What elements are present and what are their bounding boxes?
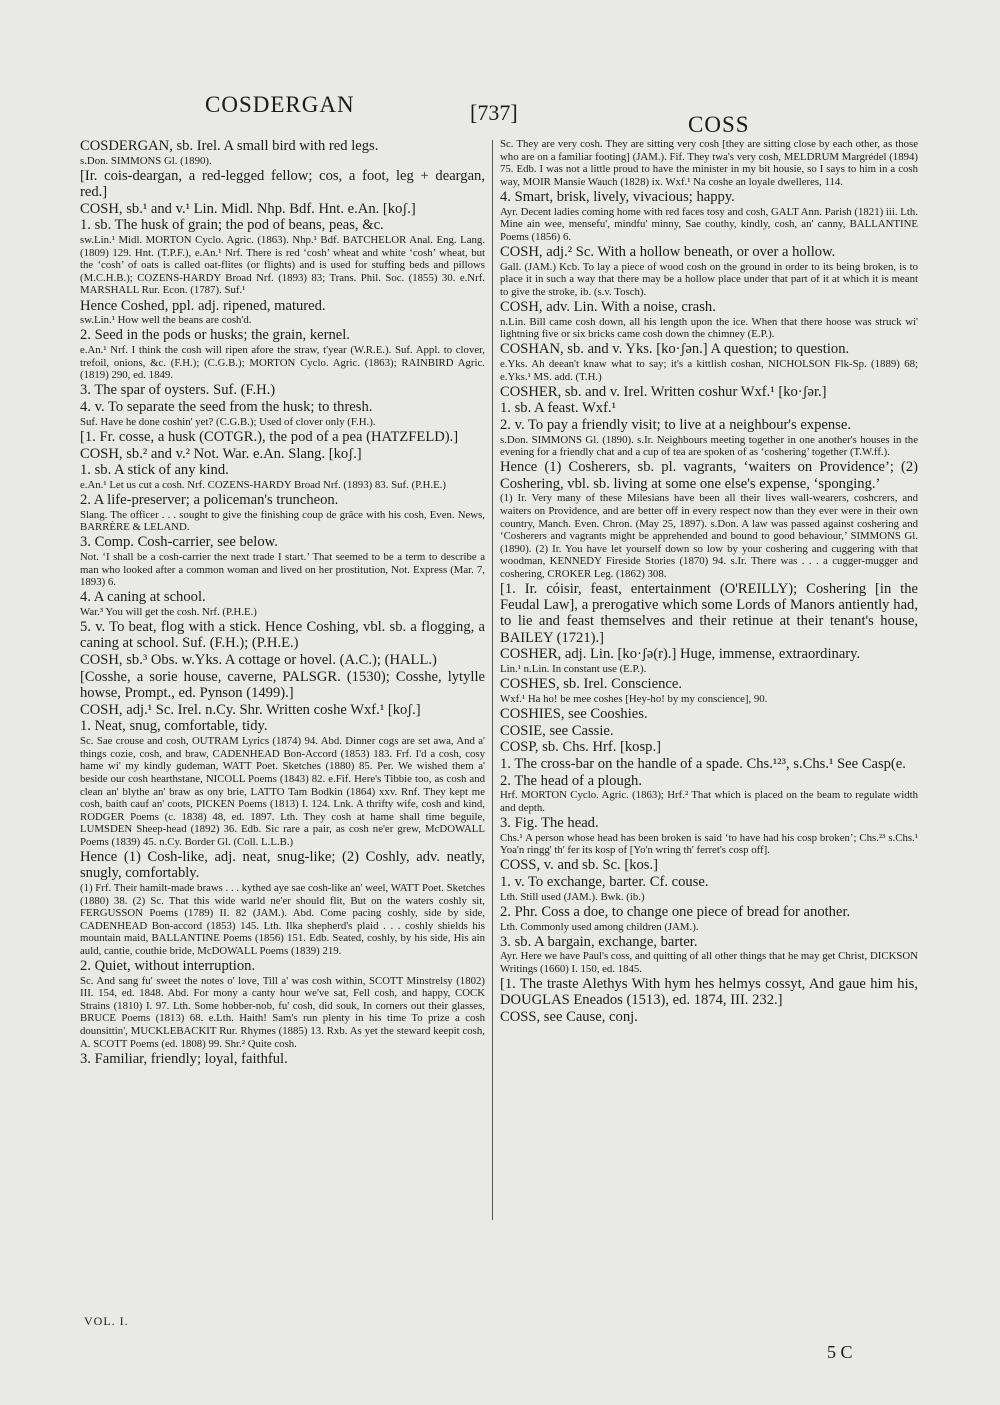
- cross-reference: COSS, see Cause, conj.: [500, 1009, 638, 1026]
- etymology: [1. Ir. cóisir, feast, entertainment (O'REILLY); Coshering [in the Feudal Law], a prerogative which some Lords of Manors antiently had, to lie and feast themselves and their retinue at their tenant's house, BAILEY (1721).]: [500, 580, 918, 646]
- citation: s.Don. SIMMONS Gl. (1890).: [80, 154, 212, 167]
- sense-definition: 1. v. To exchange, barter. Cf. couse.: [500, 874, 709, 891]
- citation: Sc. And sang fu' sweet the notes o' love, Till a' was cosh within, SCOTT Minstrelsy (1802) III. 154, ed. 1848. Abd. For mony a canty hour we've sat, Fell cosh, and happy, COCK Strains (1810) I. 97. Lth. Some hobber-nob, fu' cosh, did souk, In corners out their glasses, BRUCE Poems (1813) 68. e.Lth. Haith! Sam's run plenty in his time To prize a cosh dounsittin', MUCKLEBACKIT Rur. Rhymes (1885) 13. Rxb. As yet the steward keepit cosh, A. SCOTT Poems (ed. 1808) 99. Shr.² Quite cosh.: [80, 974, 485, 1050]
- citation: Hrf. MORTON Cyclo. Agric. (1863); Hrf.² That which is placed on the beam to regulate width and depth.: [500, 789, 918, 814]
- citation: e.Yks. Ah deean't knaw what to say; it's a kittlish coshan, NICHOLSON Flk-Sp. (1889) 68; e.Yks.¹ MS. add. (T.H.): [500, 357, 918, 383]
- citation: sw.Lin.¹ How well the beans are cosh'd.: [80, 314, 252, 327]
- sense-definition: 1. Neat, snug, comfortable, tidy.: [80, 718, 268, 735]
- entry-headword: COSS, v. and sb. Sc. [kos.]: [500, 857, 658, 874]
- entry-headword: COSH, sb.¹ and v.¹ Lin. Midl. Nhp. Bdf. Hnt. e.An. [koʃ.]: [80, 200, 416, 217]
- citation: e.An.¹ Let us cut a cosh. Nrf. COZENS-HARDY Broad Nrf. (1893) 83. Suf. (P.H.E.): [80, 478, 446, 491]
- entry-headword: COSH, adj.² Sc. With a hollow beneath, or over a hollow.: [500, 243, 836, 260]
- citation: Sc. They are very cosh. They are sitting very cosh [they are sitting close by each other, as those who are on a familiar footing] (JAM.). Fif. They twa's very cosh, MELDRUM Margrédel (1894) 75. Edb. I was not a little proud to have the minister in my bit housie, so I says to him in a cosh way, MOIR Mansie Wauch (1828) ix. Wxf.¹ Na coshe an loyale dwelleres, 114.: [500, 138, 918, 188]
- sense-definition: 4. A caning at school.: [80, 589, 206, 606]
- sense-definition: 4. v. To separate the seed from the husk; to thresh.: [80, 399, 373, 416]
- sense-definition: 1. sb. A stick of any kind.: [80, 462, 229, 479]
- citation: Chs.¹ A person whose head has been broken is said ‘to have had his cosp broken’; Chs.²³ s.Chs.¹ Yoa'n ringg' th' fer its kosp of [Yo'n wring th' ferret's cosp off].: [500, 831, 918, 857]
- left-column: [80, 138, 485, 1067]
- sense-definition: 2. v. To pay a friendly visit; to live at a neighbour's expense.: [500, 417, 851, 434]
- citation: Suf. Have he done coshin' yet? (C.G.B.); Used of clover only (F.H.).: [80, 415, 376, 428]
- citation: s.Don. SIMMONS Gl. (1890). s.Ir. Neighbours meeting together in one another's houses in the evening for a friendly chat and a cup of tea are spoken of as ‘coshering’ together (T.W.ff.).: [500, 433, 918, 459]
- citation: Ayr. Here we have Paul's coss, and quitting of all other things that he may get Christ, DICKSON Writings (1660) I. 150, ed. 1845.: [500, 950, 918, 976]
- derived-form: Hence (1) Cosh-like, adj. neat, snug-like; (2) Coshly, adv. neatly, snugly, comfortably.: [80, 849, 485, 882]
- entry-headword: COSHER, sb. and v. Irel. Written coshur Wxf.¹ [ko·ʃər.]: [500, 383, 827, 400]
- citation: e.An.¹ Nrf. I think the cosh will ripen afore the straw, t'year (W.R.E.). Suf. Appl. to clover, trefoil, onions, &c. (F.H.); (C.G.B.); MORTON Cyclo. Agric. (1863); RAINBIRD Agric. (1819) 290, ed. 1849.: [80, 344, 485, 382]
- etymology: [Cosshe, a sorie house, caverne, PALSGR. (1530); Cosshe, lytylle howse, Prompt., ed. Pynson (1499).]: [80, 668, 485, 702]
- cross-reference: COSIE, see Cassie.: [500, 722, 614, 739]
- sense-definition: 2. Quiet, without interruption.: [80, 957, 256, 974]
- entry-headword: COSH, sb.³ Obs. w.Yks. A cottage or hovel. (A.C.); (HALL.): [80, 652, 437, 669]
- sense-definition: 4. Smart, brisk, lively, vivacious; happy.: [500, 188, 735, 205]
- citation: Lth. Commonly used among children (JAM.).: [500, 920, 699, 933]
- sense-definition: 3. sb. A bargain, exchange, barter.: [500, 933, 698, 950]
- sense-definition: 5. v. To beat, flog with a stick. Hence Coshing, vbl. sb. a flogging, a caning at school. Suf. (F.H.); (P.H.E.): [80, 619, 485, 652]
- derived-form: Hence Coshed, ppl. adj. ripened, matured.: [80, 297, 326, 314]
- etymology: [1. Fr. cosse, a husk (COTGR.), the pod of a pea (HATZFELD).]: [80, 428, 459, 445]
- citation: Gall. (JAM.) Kcb. To lay a piece of wood cosh on the ground in order to its being broken, is to place it in such a way that there may be a hollow place under that part of it at which it is meant to give the stroke, ib. (s.v. Tosch).: [500, 260, 918, 298]
- citation: n.Lin. Bill came cosh down, all his length upon the ice. When that there hoose was struck wi' lightning five or six bricks came cosh down the chimney (E.P.).: [500, 315, 918, 341]
- right-column: [500, 138, 918, 1026]
- citation: (1) Frf. Their hamilt-made braws . . . kythed aye sae cosh-like an' weel, WATT Poet. Sketches (1880) 38. (2) Sc. That this wide warld ne'er should flit, But on the waters coshly sit, FERGUSSON Poems (1789) II. 82 (JAM.). Abd. Come pacing coshly, side by side, CADENHEAD Bon-accord (1853) 145. Lth. Ilka shepherd's plaid . . . coshly shields his mountain maid, BALLANTINE Poems (1856) 151. Edb. Seated, coshly, by his side, His ain auld, cantie, couthie bride, McDOWALL Poems (1839) 219.: [80, 881, 485, 957]
- page-number: [737]: [470, 100, 518, 125]
- sense-definition: 3. The spar of oysters. Suf. (F.H.): [80, 382, 276, 399]
- citation: sw.Lin.¹ Midl. MORTON Cyclo. Agric. (1863). Nhp.¹ Bdf. BATCHELOR Anal. Eng. Lang. (1809) 129. Hnt. (T.P.F.), e.An.¹ Nrf. There is red ‘cosh’ wheat and white ‘cosh’ wheat, but the ‘cosh’ of oats is called oat-flites (or flights) and is used for stuffing beds and pillows (M.C.H.B.); COZENS-HARDY Broad Nrf. (1893) 83; Trans. Phil. Soc. (1855) 30. e.Nrf. MARSHALL Rur. Econ. (1787). Suf.¹: [80, 234, 485, 297]
- page-header: [0, 92, 1000, 137]
- running-head-right: COSS: [688, 112, 750, 137]
- sense-definition: 2. A life-preserver; a policeman's truncheon.: [80, 492, 339, 509]
- citation: (1) Ir. Very many of these Milesians have been all their lives wall-wearers, coshcrers, and waiters on Providence, and are better off in every respect now than they ever were in their own country, Manch. Even. Chron. (May 25, 1897). s.Don. A law was passed against coshering and ‘Cosherers and vagrants might be apprehended and bound to good behaviour,’ SIMMONS Gl. (1890). (2) Ir. You have let yourself down so low by your coshering and cuggering with that woodman, KENNEDY Fireside Stories (1870) 94. s.Ir. There was . . . a cugger-mugger and coshering, CROKER Leg. (1862) 308.: [500, 492, 918, 580]
- citation: War.³ You will get the cosh. Nrf. (P.H.E.): [80, 606, 257, 619]
- sense-definition: 3. Familiar, friendly; loyal, faithful.: [80, 1050, 288, 1067]
- etymology: [1. The traste Alethys With hym hes helmys cossyt, And gaue him his, DOUGLAS Eneados (1513), ed. 1874, III. 232.]: [500, 976, 918, 1009]
- citation: Slang. The officer . . . sought to give the finishing coup de grâce with his cosh, Even. News, BARRÈRE & LELAND.: [80, 508, 485, 534]
- citation: Ayr. Decent ladies coming home with red faces tosy and cosh, GALT Ann. Parish (1821) iii. Lth. Mine ain wee, mensefu', mindfu' minny, Sae couthy, kindly, cosh, an' canny, BALLANTINE Poems (1856) 6.: [500, 205, 918, 243]
- sense-definition: 1. sb. A feast. Wxf.¹: [500, 400, 616, 417]
- sense-definition: 1. The cross-bar on the handle of a spade. Chs.¹²³, s.Chs.¹ See Casp(e.: [500, 756, 906, 772]
- sense-definition: 2. Seed in the pods or husks; the grain, kernel.: [80, 327, 350, 344]
- entry-headword: COSH, sb.² and v.² Not. War. e.An. Slang. [koʃ.]: [80, 445, 362, 462]
- citation: Sc. Sae crouse and cosh, OUTRAM Lyrics (1874) 94. Abd. Dinner cogs are set awa, And a' things cozie, cosh, and braw, CADENHEAD Bon-Accord (1853) 183. Frf. I'd a cosh, cosy hame wi' my kindly gudeman, WATT Poet. Sketches (1880) 85. Per. We wished them a' beside our cosh hearthstane, NICOLL Poems (1843) 82. e.Fif. Here's Tibbie too, as cosh and clean an' blythe an' braw as ony brie, LATTO Tam Bodkin (1864) xxv. Rnf. They kept me cosh, baith cauf an' coots, PICKEN Poems (1813) I. 124. Lnk. A thrifty wife, cosh and kind, RODGER Poems (c. 1838) 48, ed. 1897. Lth. They cosh at hame shall time beguile, LUMSDEN Sheep-head (1892) 36. Edb. Sic rare a pair, as cosh ne'er grew, McDOWALL Poems (1839) 45. n.Cy. Border Gl. (Coll. L.L.B.): [80, 735, 485, 848]
- entry-headword: COSHAN, sb. and v. Yks. [ko·ʃən.] A question; to question.: [500, 341, 850, 358]
- citation: Wxf.¹ Ha ho! be mee coshes [Hey-ho! by my conscience], 90.: [500, 692, 768, 705]
- etymology: [Ir. cois-deargan, a red-legged fellow; cos, a foot, leg + deargan, red.]: [80, 167, 485, 200]
- entry-headword: COSHES, sb. Irel. Conscience.: [500, 676, 682, 693]
- running-head-left: COSDERGAN: [205, 92, 355, 117]
- citation: Not. ‘I shall be a cosh-carrier the next trade I start.’ That seemed to be a term to describe a man who looked after a common woman and lived on her prostitution, Not. Express (Mar. 7, 1893) 6.: [80, 551, 485, 589]
- sense-definition: 3. Comp. Cosh-carrier, see below.: [80, 534, 278, 551]
- citation: Lth. Still used (JAM.). Bwk. (ib.): [500, 890, 645, 903]
- sense-definition: 3. Fig. The head.: [500, 815, 599, 832]
- sense-definition: 2. Phr. Coss a doe, to change one piece of bread for another.: [500, 903, 851, 920]
- entry-headword: COSH, adj.¹ Sc. Irel. n.Cy. Shr. Written coshe Wxf.¹ [koʃ.]: [80, 701, 421, 718]
- signature-mark: 5 C: [827, 1342, 853, 1362]
- derived-form: Hence (1) Cosherers, sb. pl. vagrants, ‘waiters on Providence’; (2) Coshering, vbl. sb. living at some one else's expense, ‘sponging.’: [500, 459, 918, 492]
- entry-headword: COSHER, adj. Lin. [ko·ʃə(r).] Huge, immense, extraordinary.: [500, 646, 861, 663]
- entry-headword: COSDERGAN, sb. Irel. A small bird with red legs.: [80, 138, 379, 154]
- cross-reference: COSHIES, see Cooshies.: [500, 705, 648, 722]
- citation: Lin.¹ n.Lin. In constant use (E.P.).: [500, 663, 647, 675]
- column-divider: [492, 140, 493, 1220]
- entry-headword: COSP, sb. Chs. Hrf. [kosp.]: [500, 739, 661, 756]
- entry-headword: COSH, adv. Lin. With a noise, crash.: [500, 298, 716, 315]
- volume-label: VOL. I.: [84, 1314, 129, 1328]
- sense-definition: 2. The head of a plough.: [500, 772, 642, 789]
- sense-definition: 1. sb. The husk of grain; the pod of beans, peas, &c.: [80, 217, 384, 234]
